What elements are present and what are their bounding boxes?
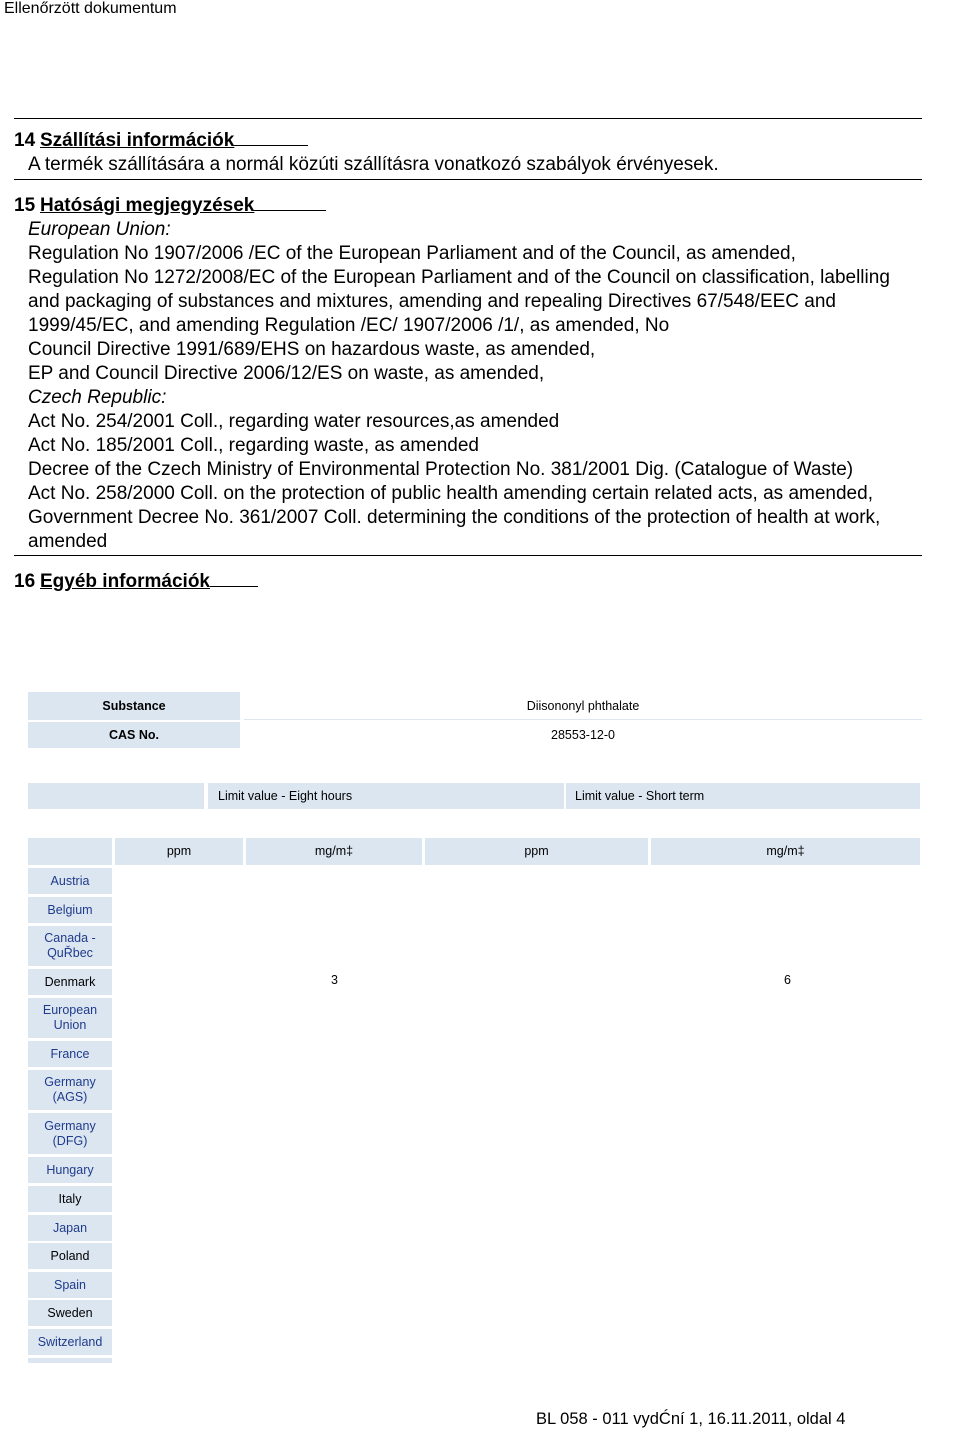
unit-ppm-short: ppm <box>425 838 648 865</box>
unit-mg-eight: mg/m‡ <box>246 838 422 865</box>
section-14-text: A termék szállítására a normál közúti szállításra vonatkozó szabályok érvényesek. <box>28 154 719 175</box>
section-title: Egyéb információk <box>40 571 210 592</box>
section-number: 14 <box>14 130 36 151</box>
country-cell: Belgium <box>28 897 112 923</box>
limit-eight-hours-header: Limit value - Eight hours <box>208 783 564 809</box>
section-number: 15 <box>14 195 36 216</box>
country-cell: Denmark <box>28 969 112 995</box>
country-cell: Switzerland <box>28 1329 112 1355</box>
unit-mg-short: mg/m‡ <box>651 838 920 865</box>
section-15-heading <box>14 195 326 217</box>
document-header: Ellenőrzött dokumentum <box>4 0 177 17</box>
country-cell: Germany (DFG) <box>28 1113 112 1154</box>
cas-value: 28553-12-0 <box>244 722 922 748</box>
country-cell: Austria <box>28 868 112 894</box>
limits-header-blank <box>28 783 204 809</box>
section-title: Hatósági megjegyzések <box>40 195 255 216</box>
country-cell: France <box>28 1041 112 1067</box>
regulation-line: Act No. 185/2001 Coll., regarding waste, as amended <box>28 435 479 456</box>
country-cell: Japan <box>28 1215 112 1241</box>
country-cell: European Union <box>28 998 112 1038</box>
cas-label: CAS No. <box>28 722 240 748</box>
units-blank <box>28 838 112 865</box>
substance-value: Diisononyl phthalate <box>244 692 922 720</box>
section-title: Szállítási információk <box>40 130 235 151</box>
country-cell: Italy <box>28 1186 112 1212</box>
substance-label: Substance <box>28 692 240 720</box>
country-cell: Hungary <box>28 1157 112 1183</box>
denmark-mg-eight-value: 3 <box>331 973 338 987</box>
country-cell: Poland <box>28 1243 112 1269</box>
country-cell: Germany (AGS) <box>28 1070 112 1110</box>
regulation-line: Regulation No 1907/2006 /EC of the European Parliament and of the Council, as amended, <box>28 243 796 264</box>
regulation-line: Act No. 254/2001 Coll., regarding water resources,as amended <box>28 411 560 432</box>
regulation-line: Council Directive 1991/689/EHS on hazardous waste, as amended, <box>28 339 596 360</box>
country-cell: Canada - QuŘbec <box>28 926 112 966</box>
regulation-line: EP and Council Directive 2006/12/ES on waste, as amended, <box>28 363 545 384</box>
limit-short-term-header: Limit value - Short term <box>566 783 920 809</box>
section-14-heading <box>14 130 308 152</box>
country-cell: Sweden <box>28 1300 112 1326</box>
section-16-heading <box>14 571 258 593</box>
divider <box>14 118 922 119</box>
page-footer: BL 058 - 011 vydĆní 1, 16.11.2011, oldal 4 <box>536 1410 846 1428</box>
divider <box>14 179 922 180</box>
regulation-line: Czech Republic: <box>28 387 167 408</box>
regulation-line: European Union: <box>28 219 171 240</box>
regulation-line: Regulation No 1272/2008/EC of the European Parliament and of the Council on classification, labelling <box>28 267 890 288</box>
regulation-line: Decree of the Czech Ministry of Environmental Protection No. 381/2001 Dig. (Catalogue of Waste) <box>28 459 854 480</box>
section-number: 16 <box>14 571 36 592</box>
regulation-line: amended <box>28 531 108 552</box>
regulation-line: 1999/45/EC, and amending Regulation /EC/ 1907/2006 /1/, as amended, No <box>28 315 670 336</box>
denmark-mg-short-value: 6 <box>784 973 791 987</box>
regulation-line: Government Decree No. 361/2007 Coll. determining the conditions of the protection of health at work, <box>28 507 881 528</box>
divider <box>14 555 922 556</box>
unit-ppm-eight: ppm <box>115 838 243 865</box>
table-end-cell <box>28 1358 112 1363</box>
regulation-line: Act No. 258/2000 Coll. on the protection of public health amending certain related acts, as amended, <box>28 483 873 504</box>
regulation-line: and packaging of substances and mixtures, amending and repealing Directives 67/548/EEC and <box>28 291 837 312</box>
country-cell: Spain <box>28 1272 112 1298</box>
